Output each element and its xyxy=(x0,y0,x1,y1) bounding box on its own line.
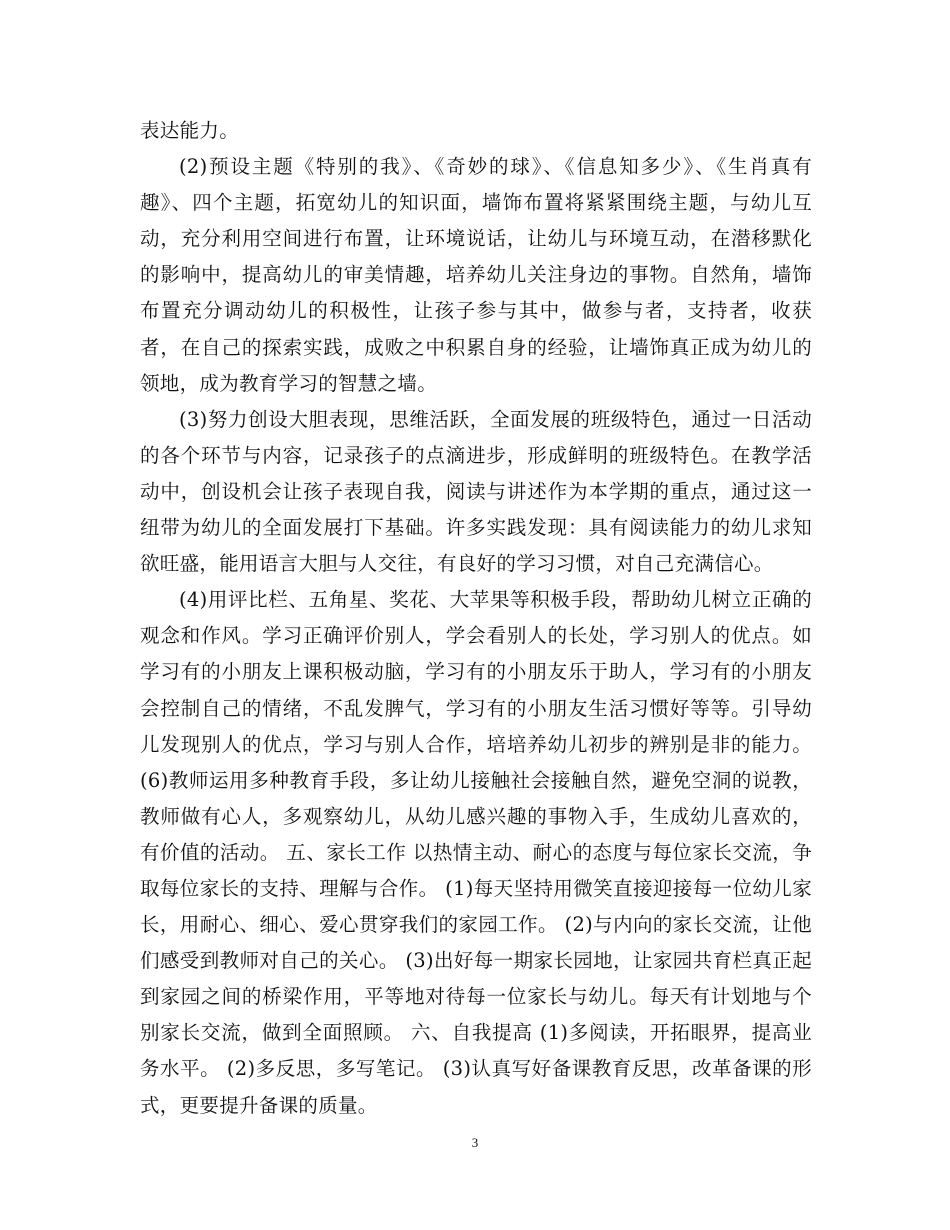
document-body xyxy=(140,113,812,1124)
page-number: 3 xyxy=(471,1135,479,1150)
paragraph-item-4: (4)用评比栏、五角星、奖花、大苹果等积极手段，帮助幼儿树立正确的观念和作风。学习正确评价别人，学会看别人的长处，学习别人的优点。如学习有的小朋友上课积极动脑，学习有的小朋友乐于助人，学习有的小朋友会控制自己的情绪，不乱发脾气，学习有的小朋友生活习惯好等等。引导幼儿发现别人的优点，学习与别人合作，培培养幼儿初步的辨别是非的能力。 (6)教师运用多种教育手段，多让幼儿接触社会接触自然，避免空洞的说教，教师做有心人，多观察幼儿，从幼儿感兴趣的事物入手，生成幼儿喜欢的，有价值的活动。 五、家长工作 以热情主动、耐心的态度与每位家长交流，争取每位家长的支持、理解与合作。 (1)每天坚持用微笑直接迎接每一位幼儿家长，用耐心、细心、爱心贯穿我们的家园工作。 (2)与内向的家长交流，让他们感受到教师对自己的关心。 (3)出好每一期家长园地，让家园共育栏真正起到家园之间的桥梁作用，平等地对待每一位家长与幼儿。每天有计划地与个别家长交流，做到全面照顾。 六、自我提高 (1)多阅读，开拓眼界，提高业务水平。 (2)多反思，多写笔记。 (3)认真写好备课教育反思，改革备课的形式，更要提升备课的质量。 xyxy=(140,588,812,1117)
paragraph-item-3: (3)努力创设大胆表现，思维活跃，全面发展的班级特色，通过一日活动的各个环节与内容，记录孩子的点滴进步，形成鲜明的班级特色。在教学活动中，创设机会让孩子表现自我，阅读与讲述作为本学期的重点，通过这一纽带为幼儿的全面发展打下基础。许多实践发现：具有阅读能力的幼儿求知欲旺盛，能用语言大胆与人交往，有良好的学习习惯，对自己充满信心。 xyxy=(140,407,812,576)
paragraph-item-2: (2)预设主题《特别的我》、《奇妙的球》、《信息知多少》、《生肖真有趣》、四个主题，拓宽幼儿的知识面，墙饰布置将紧紧围绕主题，与幼儿互动，充分利用空间进行布置，让环境说话，让幼儿与环境互动，在潜移默化的影响中，提高幼儿的审美情趣，培养幼儿关注身边的事物。自然角，墙饰布置充分调动幼儿的积极性，让孩子参与其中，做参与者，支持者，收获者，在自己的探索实践，成败之中积累自身的经验，让墙饰真正成为幼儿的领地，成为教育学习的智慧之墙。 xyxy=(140,155,812,395)
paragraph-continuation: 表达能力。 xyxy=(140,119,240,142)
